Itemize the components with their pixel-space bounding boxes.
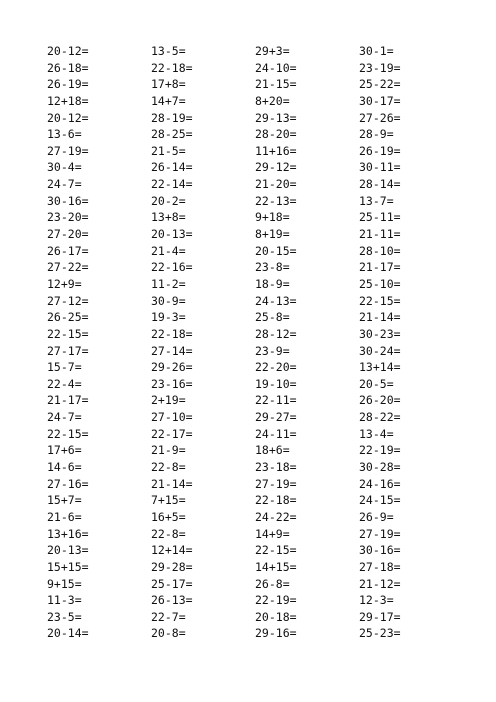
math-problem: 13-5= xyxy=(151,44,186,58)
math-problem: 25-23= xyxy=(359,626,401,641)
math-problem: 28-14= xyxy=(359,177,401,192)
math-problem: 27-20= xyxy=(47,227,89,242)
math-problem: 23-16= xyxy=(151,376,193,391)
math-problem: 20-14= xyxy=(47,626,89,641)
math-problem: 29+3= xyxy=(255,44,290,58)
math-problem: 12+18= xyxy=(47,93,89,108)
math-problem: 8+19= xyxy=(255,227,290,242)
math-problem: 14+7= xyxy=(151,93,186,108)
math-problem: 28-12= xyxy=(255,326,297,341)
math-problem: 21-5= xyxy=(151,143,186,158)
math-problem: 24-7= xyxy=(47,410,82,425)
math-problem: 24-15= xyxy=(359,493,401,508)
math-problem: 17+8= xyxy=(151,77,186,92)
math-problem: 30-1= xyxy=(359,44,394,58)
math-problem: 20-15= xyxy=(255,243,297,258)
math-problem: 28-9= xyxy=(359,127,394,142)
math-problem: 24-16= xyxy=(359,476,401,491)
math-problem: 20-13= xyxy=(47,543,89,558)
math-problem: 23-8= xyxy=(255,260,290,275)
math-problem: 29-17= xyxy=(359,609,401,624)
math-problem: 22-19= xyxy=(359,443,401,458)
math-problem: 23-5= xyxy=(47,609,82,624)
math-problem: 22-20= xyxy=(255,360,297,375)
math-problem: 22-11= xyxy=(255,393,297,408)
math-problem: 22-18= xyxy=(255,493,297,508)
math-problem: 13+8= xyxy=(151,210,186,225)
math-problem: 7+15= xyxy=(151,493,186,508)
math-problem: 13-7= xyxy=(359,193,394,208)
math-problem: 29-13= xyxy=(255,110,297,125)
math-problem: 21-9= xyxy=(151,443,186,458)
math-problem: 26-20= xyxy=(359,393,401,408)
math-problem: 21-20= xyxy=(255,177,297,192)
math-problem: 22-13= xyxy=(255,193,297,208)
math-problem: 20-12= xyxy=(47,44,89,58)
math-problem: 22-18= xyxy=(151,60,193,75)
math-problem: 9+15= xyxy=(47,576,82,591)
math-problem: 16+5= xyxy=(151,509,186,524)
math-problem: 20-12= xyxy=(47,110,89,125)
math-problem: 8+20= xyxy=(255,93,290,108)
math-problem: 24-11= xyxy=(255,426,297,441)
math-problem: 27-12= xyxy=(47,293,89,308)
math-problem: 26-25= xyxy=(47,310,89,325)
math-problem: 22-17= xyxy=(151,426,193,441)
math-problem: 27-18= xyxy=(359,559,401,574)
math-problem: 11-3= xyxy=(47,593,82,608)
math-problem: 26-17= xyxy=(47,243,89,258)
math-problem: 26-8= xyxy=(255,576,290,591)
math-problem: 29-26= xyxy=(151,360,193,375)
math-problem: 28-10= xyxy=(359,243,401,258)
math-problem: 24-7= xyxy=(47,177,82,192)
math-problem: 24-10= xyxy=(255,60,297,75)
math-problem: 13+14= xyxy=(359,360,401,375)
math-problem: 25-22= xyxy=(359,77,401,92)
math-problem: 27-19= xyxy=(255,476,297,491)
math-problem: 2+19= xyxy=(151,393,186,408)
math-problem: 23-18= xyxy=(255,460,297,475)
math-problem: 27-16= xyxy=(47,476,89,491)
math-problem: 22-15= xyxy=(47,326,89,341)
math-problem: 30-16= xyxy=(47,193,89,208)
math-problem: 11+16= xyxy=(255,143,297,158)
math-problem: 30-17= xyxy=(359,93,401,108)
math-problem: 28-25= xyxy=(151,127,193,142)
math-problem: 15-7= xyxy=(47,360,82,375)
math-problem: 20-18= xyxy=(255,609,297,624)
math-problem: 30-9= xyxy=(151,293,186,308)
math-problem: 27-19= xyxy=(47,143,89,158)
math-problem: 12+14= xyxy=(151,543,193,558)
math-problem: 22-18= xyxy=(151,326,193,341)
math-problem: 21-17= xyxy=(47,393,89,408)
math-problem: 14+15= xyxy=(255,559,297,574)
math-problem: 22-15= xyxy=(359,293,401,308)
math-problem: 21-17= xyxy=(359,260,401,275)
math-problem: 28-20= xyxy=(255,127,297,142)
problem-grid xyxy=(47,43,463,642)
math-problem: 25-8= xyxy=(255,310,290,325)
math-problem: 25-10= xyxy=(359,276,401,291)
math-problem: 24-13= xyxy=(255,293,297,308)
math-problem: 21-15= xyxy=(255,77,297,92)
math-problem: 14-6= xyxy=(47,460,82,475)
math-problem: 22-15= xyxy=(255,543,297,558)
math-problem: 14+9= xyxy=(255,526,290,541)
math-problem: 12+9= xyxy=(47,276,82,291)
math-problem: 9+18= xyxy=(255,210,290,225)
math-problem: 20-8= xyxy=(151,626,186,641)
math-problem: 15+7= xyxy=(47,493,82,508)
math-problem: 30-23= xyxy=(359,326,401,341)
math-problem: 26-19= xyxy=(359,143,401,158)
math-problem: 20-2= xyxy=(151,193,186,208)
math-problem: 27-19= xyxy=(359,526,401,541)
math-problem: 25-11= xyxy=(359,210,401,225)
math-problem: 12-3= xyxy=(359,593,394,608)
math-problem: 27-26= xyxy=(359,110,401,125)
math-problem: 22-16= xyxy=(151,260,193,275)
math-problem: 30-28= xyxy=(359,460,401,475)
math-problem: 23-19= xyxy=(359,60,401,75)
math-problem: 22-14= xyxy=(151,177,193,192)
math-problem: 29-27= xyxy=(255,410,297,425)
math-problem: 22-7= xyxy=(151,609,186,624)
math-problem: 29-16= xyxy=(255,626,297,641)
math-problem: 27-17= xyxy=(47,343,89,358)
math-problem: 21-14= xyxy=(359,310,401,325)
math-problem: 20-5= xyxy=(359,376,394,391)
math-problem: 24-22= xyxy=(255,509,297,524)
math-problem: 28-19= xyxy=(151,110,193,125)
math-problem: 13-4= xyxy=(359,426,394,441)
math-problem: 20-13= xyxy=(151,227,193,242)
math-problem: 30-11= xyxy=(359,160,401,175)
math-problem: 26-18= xyxy=(47,60,89,75)
math-problem: 22-8= xyxy=(151,526,186,541)
math-problem: 22-15= xyxy=(47,426,89,441)
math-problem: 11-2= xyxy=(151,276,186,291)
math-problem: 30-24= xyxy=(359,343,401,358)
math-problem: 23-9= xyxy=(255,343,290,358)
math-problem: 19-10= xyxy=(255,376,297,391)
math-problem: 29-28= xyxy=(151,559,193,574)
math-problem: 23-20= xyxy=(47,210,89,225)
math-problem: 26-14= xyxy=(151,160,193,175)
math-problem: 22-19= xyxy=(255,593,297,608)
math-problem: 19-3= xyxy=(151,310,186,325)
math-problem: 13+16= xyxy=(47,526,89,541)
math-problem: 30-4= xyxy=(47,160,82,175)
math-problem: 21-4= xyxy=(151,243,186,258)
math-problem: 30-16= xyxy=(359,543,401,558)
math-problem: 22-4= xyxy=(47,376,82,391)
math-problem: 21-11= xyxy=(359,227,401,242)
math-problem: 21-12= xyxy=(359,576,401,591)
math-problem: 27-10= xyxy=(151,410,193,425)
math-problem: 22-8= xyxy=(151,460,186,475)
math-problem: 26-9= xyxy=(359,509,394,524)
math-problem: 27-22= xyxy=(47,260,89,275)
math-problem: 28-22= xyxy=(359,410,401,425)
math-problem: 15+15= xyxy=(47,559,89,574)
math-problem: 18-9= xyxy=(255,276,290,291)
math-problem: 17+6= xyxy=(47,443,82,458)
math-problem: 26-19= xyxy=(47,77,89,92)
math-problem: 21-6= xyxy=(47,509,82,524)
math-problem: 26-13= xyxy=(151,593,193,608)
math-problem: 27-14= xyxy=(151,343,193,358)
math-problem: 21-14= xyxy=(151,476,193,491)
math-problem: 13-6= xyxy=(47,127,82,142)
math-problem: 18+6= xyxy=(255,443,290,458)
math-problem: 25-17= xyxy=(151,576,193,591)
math-problem: 29-12= xyxy=(255,160,297,175)
